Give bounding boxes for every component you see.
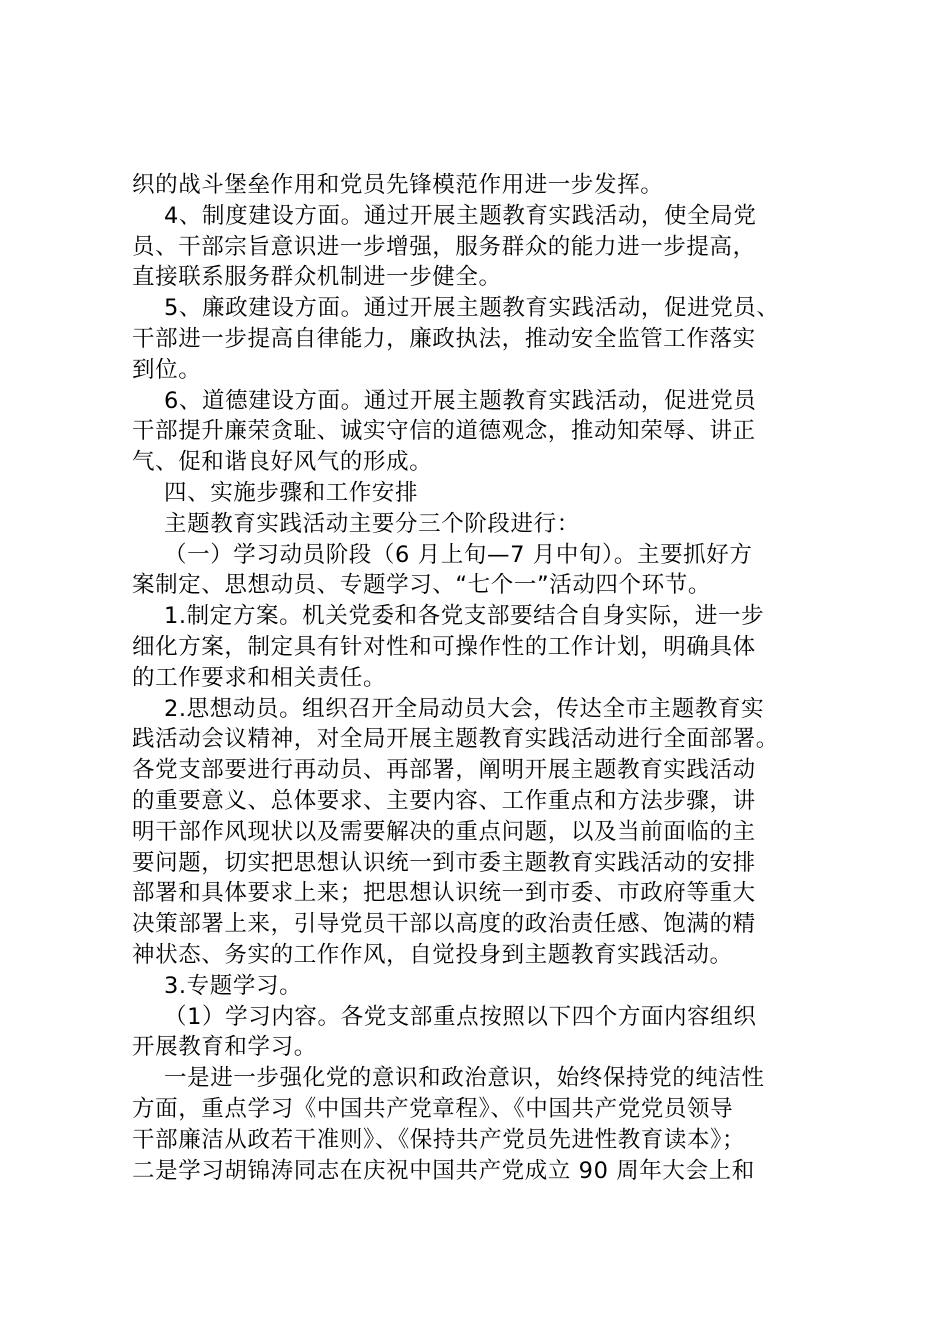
- text-line: 到位。: [132, 356, 202, 383]
- text-line: 要问题，切实把思想认识统一到市委主题教育实践活动的安排: [132, 849, 756, 876]
- text-line: 各党支部要进行再动员、再部署，阐明开展主题教育实践活动: [132, 757, 756, 784]
- text-line: 神状态、务实的工作作风，自觉投身到主题教育实践活动。: [132, 941, 733, 968]
- text-line: 的工作要求和相关责任。: [132, 664, 387, 691]
- document-body: [132, 170, 832, 1186]
- text-line: 干部廉洁从政若干准则》、《保持共产党员先进性教育读本》；: [132, 1126, 746, 1153]
- text-line: 干部提升廉荣贪耻、诚实守信的道德观念，推动知荣辱、讲正: [132, 418, 756, 445]
- text-line: 直接联系服务群众机制进一步健全。: [132, 264, 502, 291]
- text-line: 气、促和谐良好风气的形成。: [132, 449, 433, 476]
- text-line: 员、干部宗旨意识进一步增强，服务群众的能力进一步提高，: [132, 233, 756, 260]
- text-line: （一）学习动员阶段（6 月上旬—7 月中旬）。主要抓好方: [164, 541, 753, 568]
- text-line: 5、廉政建设方面。通过开展主题教育实践活动，促进党员、: [164, 295, 780, 322]
- text-line: 3.专题学习。: [164, 972, 303, 999]
- text-line: 决策部署上来，引导党员干部以高度的政治责任感、饱满的精: [132, 911, 756, 938]
- text-line: 践活动会议精神，对全局开展主题教育实践活动进行全面部署。: [132, 726, 779, 753]
- text-line: 一是进一步强化党的意识和政治意识，始终保持党的纯洁性: [164, 1065, 765, 1092]
- text-line: 干部进一步提高自律能力，廉政执法，推动安全监管工作落实: [132, 325, 756, 352]
- text-line: 二是学习胡锦涛同志在庆祝中国共产党成立 90 周年大会上和: [132, 1157, 755, 1184]
- text-line: 2.思想动员。组织召开全局动员大会，传达全市主题教育实: [164, 695, 765, 722]
- text-line: 四、实施步骤和工作安排: [164, 479, 419, 506]
- text-line: 开展教育和学习。: [132, 1034, 317, 1061]
- text-line: 明干部作风现状以及需要解决的重点问题，以及当前面临的主: [132, 818, 756, 845]
- text-line: 方面，重点学习《中国共产党章程》、《中国共产党党员领导: [132, 1095, 734, 1122]
- text-line: 的重要意义、总体要求、主要内容、工作重点和方法步骤，讲: [132, 787, 756, 814]
- text-line: 织的战斗堡垒作用和党员先锋模范作用进一步发挥。: [132, 172, 664, 198]
- text-line: （1）学习内容。各党支部重点按照以下四个方面内容组织: [164, 1003, 757, 1030]
- text-line: 6、道德建设方面。通过开展主题教育实践活动，促进党员: [164, 387, 757, 414]
- text-line: 1.制定方案。机关党委和各党支部要结合自身实际，进一步: [164, 603, 765, 630]
- text-line: 主题教育实践活动主要分三个阶段进行：: [164, 510, 580, 537]
- text-line: 案制定、思想动员、专题学习、“七个一”活动四个环节。: [132, 572, 711, 599]
- text-line: 4、制度建设方面。通过开展主题教育实践活动，使全局党: [164, 202, 757, 229]
- text-line: 部署和具体要求上来；把思想认识统一到市委、市政府等重大: [132, 880, 756, 907]
- text-line: 细化方案，制定具有针对性和可操作性的工作计划，明确具体: [132, 633, 756, 660]
